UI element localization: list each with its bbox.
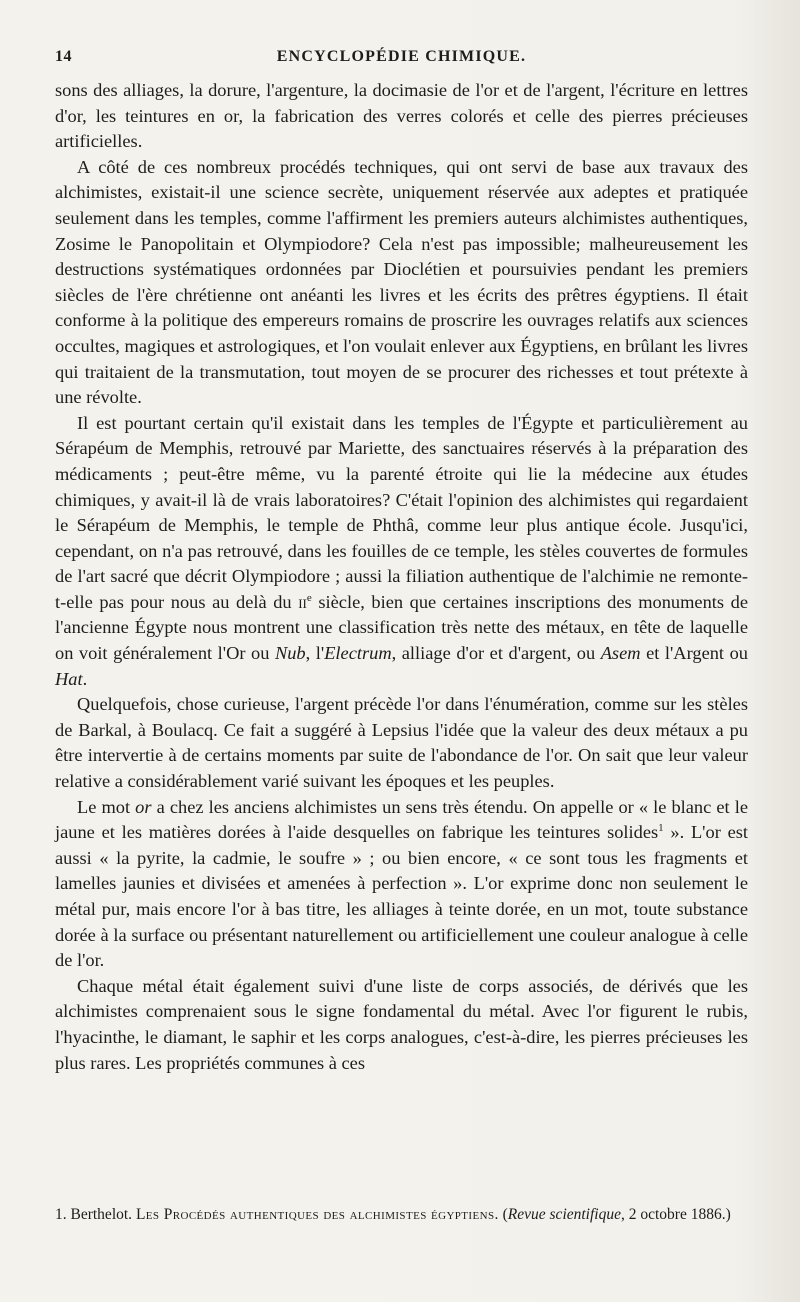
term-nub: Nub [274,643,306,664]
century-numeral: ii [298,591,307,612]
footnote-journal: Revue scientifique [507,1206,621,1223]
body-text [55,78,748,1076]
term-electrum: Electrum [324,643,392,664]
term-or: or [135,796,152,817]
footnote [55,1205,748,1225]
paragraph-3 [55,411,748,693]
paragraph-3-end: . [82,668,88,689]
page-number: 14 [55,48,72,65]
separator: et l'Argent ou [640,643,748,664]
paragraph-5-text-b: a chez les anciens alchimistes un sens très étendu. On appelle or « le blanc et le jaune et les matières dorées à l'aide desquelles on fabrique les teintures solides [55,796,748,843]
term-asem: Asem [600,643,641,664]
separator: , alliage d'or et d'argent, ou [391,643,601,664]
paragraph-5-text-a: Le mot [77,796,136,817]
paragraph-5 [55,795,748,974]
paragraph-4: Quelquefois, chose curieuse, l'argent précède l'or dans l'énumération, comme sur les stèles de Barkal, à Boulacq. Ce fait a suggéré à Lepsius l'idée que la valeur des deux métaux a pu être intervertie à de certains moments par suite de l'abondance de l'or. On sait que leur valeur relative a considérablement varié suivant les époques et les peuples. [55,694,748,792]
footnote-title: Les Procédés authentiques des alchimistes égyptiens. [135,1206,499,1223]
footnote-open-paren: ( [502,1206,508,1223]
paragraph-5-text-c: ». L'or est aussi « la pyrite, la cadmie, le soufre » ; ou bien encore, « ce sont tous les fragments et lamelles jaunies et divisées et amenées à perfection ». L'or exprime donc non seulement le métal pur, mais encore l'or à bas titre, les alliages à teinte dorée, en un mot, toute substance dorée à la surface ou présentant naturellement ou artificiellement une couleur analogue à celle de l'or. [55,822,748,971]
running-head [55,0,748,72]
footnote-number: 1. [55,1206,67,1223]
paragraph-3-text-a: Il est pourtant certain qu'il existait dans les temples de l'Égypte et particulièrement au Sérapéum de Memphis, retrouvé par Mariette, des sanctuaires réservés à la préparation des médicaments ; peut-être même, vu la parenté étroite qui lie la médecine aux études chimiques, y avait-il là de vrais laboratoires? C'était l'opinion des alchimistes qui regardaient le Sérapéum de Memphis, le temple de Phthâ, comme leur plus antique école. Jusqu'ici, cependant, on n'a pas retrouvé, dans les fouilles de ce temple, les stèles couvertes de formules de l'art sacré que décrit Olympiodore ; aussi la filiation authentique de l'alchimie ne remonte-t-elle pas pour nous au delà du [55,412,748,612]
running-title: ENCYCLOPÉDIE CHIMIQUE. [276,48,527,65]
paragraph-6: Chaque métal était également suivi d'une liste de corps associés, de dérivés que les alchimistes comprenaient sous le signe fondamental du métal. Avec l'or figurent le rubis, l'hyacinthe, le diamant, le saphir et les corps analogues, c'est-à-dire, les pierres précieuses les plus rares. Les propriétés communes à ces [55,975,748,1073]
term-hat: Hat [55,668,83,689]
separator: , l' [305,643,325,664]
paragraph-2: A côté de ces nombreux procédés techniques, qui ont servi de base aux travaux des alchimistes, existait-il une science secrète, uniquement réservée aux adeptes et pratiquée seulement dans les temples, comme l'affirment les premiers auteurs alchimistes authentiques, Zosime le Panopolitain et Olympiodore? Cela n'est pas impossible; malheureusement les destructions systématiques ordonnées par Dioclétien et poursuivies pendant les premiers siècles de l'ère chrétienne ont anéanti les livres et les écrits des prêtres égyptiens. Il était conforme à la politique des empereurs romains de proscrire les ouvrages relatifs aux sciences occultes, magiques et astrologiques, et l'on voulait enlever aux Égyptiens, en brûlant les livres qui traitaient de la transmutation, tout moyen de se procurer des richesses et tout prétexte à une révolte. [55,156,748,408]
century-suffix: e [306,591,312,604]
paragraph-3-text-b: siècle, bien que certaines inscriptions des monuments de l'ancienne Égypte nous montrent une classification très nette des métaux, en tête de laquelle on voit généralement l'Or ou [55,591,748,664]
footnote-reference[interactable]: 1 [658,822,664,835]
footnote-author: Berthelot. [70,1206,133,1223]
paragraph-1: sons des alliages, la dorure, l'argenture, la docimasie de l'or et de l'argent, l'écriture en lettres d'or, les teintures en or, la fabrication des verres colorés et celle des pierres précieuses artificielles. [55,80,748,152]
footnote-date: , 2 octobre 1886.) [620,1206,731,1223]
